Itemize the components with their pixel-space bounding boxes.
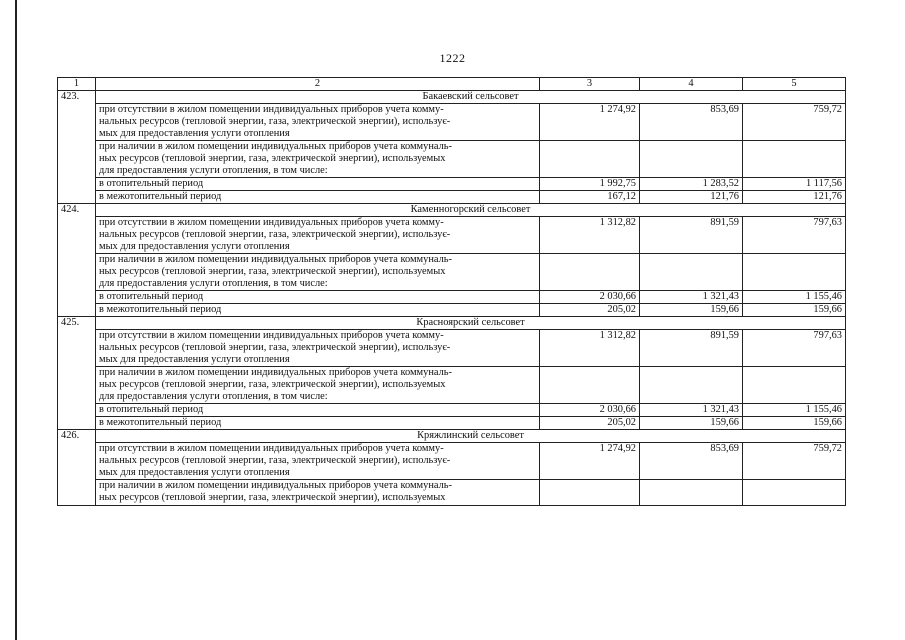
value-col-5: 1 155,46 — [743, 291, 846, 304]
description-line: при отсутствии в жилом помещении индивидуальных приборов учета комму- — [99, 104, 444, 115]
tariff-description — [96, 191, 540, 204]
tariff-description — [96, 304, 540, 317]
description-line: при отсутствии в жилом помещении индивидуальных приборов учета комму- — [99, 330, 444, 341]
tariff-description — [96, 404, 540, 417]
tariff-row — [58, 178, 846, 191]
tariff-row — [58, 367, 846, 404]
description-line: ных ресурсов (тепловой энергии, газа, электрической энергии), используемых — [99, 492, 446, 503]
value-col-4: 853,69 — [640, 104, 743, 141]
value-col-3: 2 030,66 — [540, 291, 640, 304]
description-line: ных ресурсов (тепловой энергии, газа, электрической энергии), используемых — [99, 379, 446, 390]
header-col-4: 4 — [640, 78, 743, 91]
value-col-3: 1 992,75 — [540, 178, 640, 191]
description-line: нальных ресурсов (тепловой энергии, газа, электрической энергии), использує- — [99, 116, 451, 127]
header-col-1: 1 — [58, 78, 96, 91]
value-col-3: 1 312,82 — [540, 330, 640, 367]
value-col-4: 1 283,52 — [640, 178, 743, 191]
description-line: мых для предоставления услуги отопления — [99, 128, 290, 139]
value-col-3: 205,02 — [540, 417, 640, 430]
description-line: в межотопительный период — [99, 417, 222, 428]
value-col-5: 797,63 — [743, 217, 846, 254]
tariff-description — [96, 178, 540, 191]
tariff-row — [58, 104, 846, 141]
value-col-3: 2 030,66 — [540, 404, 640, 417]
description-line: мых для предоставления услуги отопления — [99, 467, 290, 478]
description-line: в отопительный период — [99, 404, 204, 415]
value-col-5 — [743, 480, 846, 506]
value-col-3: 167,12 — [540, 191, 640, 204]
description-line: мых для предоставления услуги отопления — [99, 354, 290, 365]
value-col-3 — [540, 480, 640, 506]
description-line: в отопительный период — [99, 291, 204, 302]
tariff-row — [58, 141, 846, 178]
value-col-3 — [540, 254, 640, 291]
settlement-name: Бакаевский сельсовет — [96, 91, 846, 104]
tariff-row — [58, 404, 846, 417]
description-line: нальных ресурсов (тепловой энергии, газа, электрической энергии), использує- — [99, 455, 451, 466]
description-line: при наличии в жилом помещении индивидуальных приборов учета коммуналь- — [99, 480, 452, 491]
tariff-table — [57, 77, 846, 506]
value-col-3 — [540, 367, 640, 404]
tariff-description — [96, 254, 540, 291]
value-col-4: 159,66 — [640, 304, 743, 317]
description-line: в отопительный период — [99, 178, 204, 189]
description-line: нальных ресурсов (тепловой энергии, газа, электрической энергии), использує- — [99, 342, 451, 353]
header-col-2: 2 — [96, 78, 540, 91]
value-col-5 — [743, 367, 846, 404]
value-col-5: 121,76 — [743, 191, 846, 204]
value-col-4 — [640, 367, 743, 404]
tariff-description — [96, 417, 540, 430]
section-number: 425. — [58, 317, 96, 430]
value-col-4: 891,59 — [640, 217, 743, 254]
settlement-row — [58, 430, 846, 443]
value-col-4: 1 321,43 — [640, 404, 743, 417]
section-number: 423. — [58, 91, 96, 204]
description-line: в межотопительный период — [99, 191, 222, 202]
description-line: для предоставления услуги отопления, в том числе: — [99, 165, 328, 176]
description-line: мых для предоставления услуги отопления — [99, 241, 290, 252]
tariff-description — [96, 291, 540, 304]
value-col-3: 1 274,92 — [540, 104, 640, 141]
description-line: при отсутствии в жилом помещении индивидуальных приборов учета комму- — [99, 217, 444, 228]
description-line: при отсутствии в жилом помещении индивидуальных приборов учета комму- — [99, 443, 444, 454]
description-line: ных ресурсов (тепловой энергии, газа, электрической энергии), используемых — [99, 153, 446, 164]
page-number: 1222 — [439, 51, 466, 65]
value-col-4 — [640, 254, 743, 291]
page-edge-rule — [15, 0, 17, 640]
tariff-row — [58, 417, 846, 430]
value-col-4 — [640, 480, 743, 506]
settlement-row — [58, 317, 846, 330]
tariff-description — [96, 367, 540, 404]
description-line: нальных ресурсов (тепловой энергии, газа, электрической энергии), использує- — [99, 229, 451, 240]
tariff-description — [96, 443, 540, 480]
description-line: для предоставления услуги отопления, в том числе: — [99, 391, 328, 402]
description-line: при наличии в жилом помещении индивидуальных приборов учета коммуналь- — [99, 254, 452, 265]
value-col-5: 759,72 — [743, 104, 846, 141]
value-col-4 — [640, 141, 743, 178]
description-line: в межотопительный период — [99, 304, 222, 315]
value-col-5: 759,72 — [743, 443, 846, 480]
section-number: 424. — [58, 204, 96, 317]
value-col-3: 1 312,82 — [540, 217, 640, 254]
tariff-row — [58, 191, 846, 204]
value-col-5: 797,63 — [743, 330, 846, 367]
settlement-row — [58, 91, 846, 104]
value-col-4: 159,66 — [640, 417, 743, 430]
tariff-row — [58, 254, 846, 291]
description-line: при наличии в жилом помещении индивидуальных приборов учета коммуналь- — [99, 141, 452, 152]
value-col-4: 853,69 — [640, 443, 743, 480]
settlement-name: Каменногорский сельсовет — [96, 204, 846, 217]
tariff-description — [96, 330, 540, 367]
settlement-name: Красноярский сельсовет — [96, 317, 846, 330]
tariff-description — [96, 217, 540, 254]
value-col-5: 159,66 — [743, 304, 846, 317]
tariff-row — [58, 291, 846, 304]
tariff-description — [96, 141, 540, 178]
value-col-3: 1 274,92 — [540, 443, 640, 480]
value-col-4: 1 321,43 — [640, 291, 743, 304]
header-col-5: 5 — [743, 78, 846, 91]
tariff-row — [58, 480, 846, 506]
tariff-row — [58, 217, 846, 254]
value-col-4: 891,59 — [640, 330, 743, 367]
tariff-row — [58, 443, 846, 480]
header-col-3: 3 — [540, 78, 640, 91]
tariff-description — [96, 480, 540, 506]
tariff-description — [96, 104, 540, 141]
value-col-3 — [540, 141, 640, 178]
description-line: ных ресурсов (тепловой энергии, газа, электрической энергии), используемых — [99, 266, 446, 277]
value-col-5 — [743, 254, 846, 291]
table-header-row — [58, 78, 846, 91]
tariff-row — [58, 330, 846, 367]
value-col-5: 1 155,46 — [743, 404, 846, 417]
value-col-5: 159,66 — [743, 417, 846, 430]
value-col-5: 1 117,56 — [743, 178, 846, 191]
tariff-row — [58, 304, 846, 317]
value-col-4: 121,76 — [640, 191, 743, 204]
value-col-3: 205,02 — [540, 304, 640, 317]
settlement-row — [58, 204, 846, 217]
value-col-5 — [743, 141, 846, 178]
description-line: при наличии в жилом помещении индивидуальных приборов учета коммуналь- — [99, 367, 452, 378]
settlement-name: Кряжлинский сельсовет — [96, 430, 846, 443]
section-number: 426. — [58, 430, 96, 506]
description-line: для предоставления услуги отопления, в том числе: — [99, 278, 328, 289]
